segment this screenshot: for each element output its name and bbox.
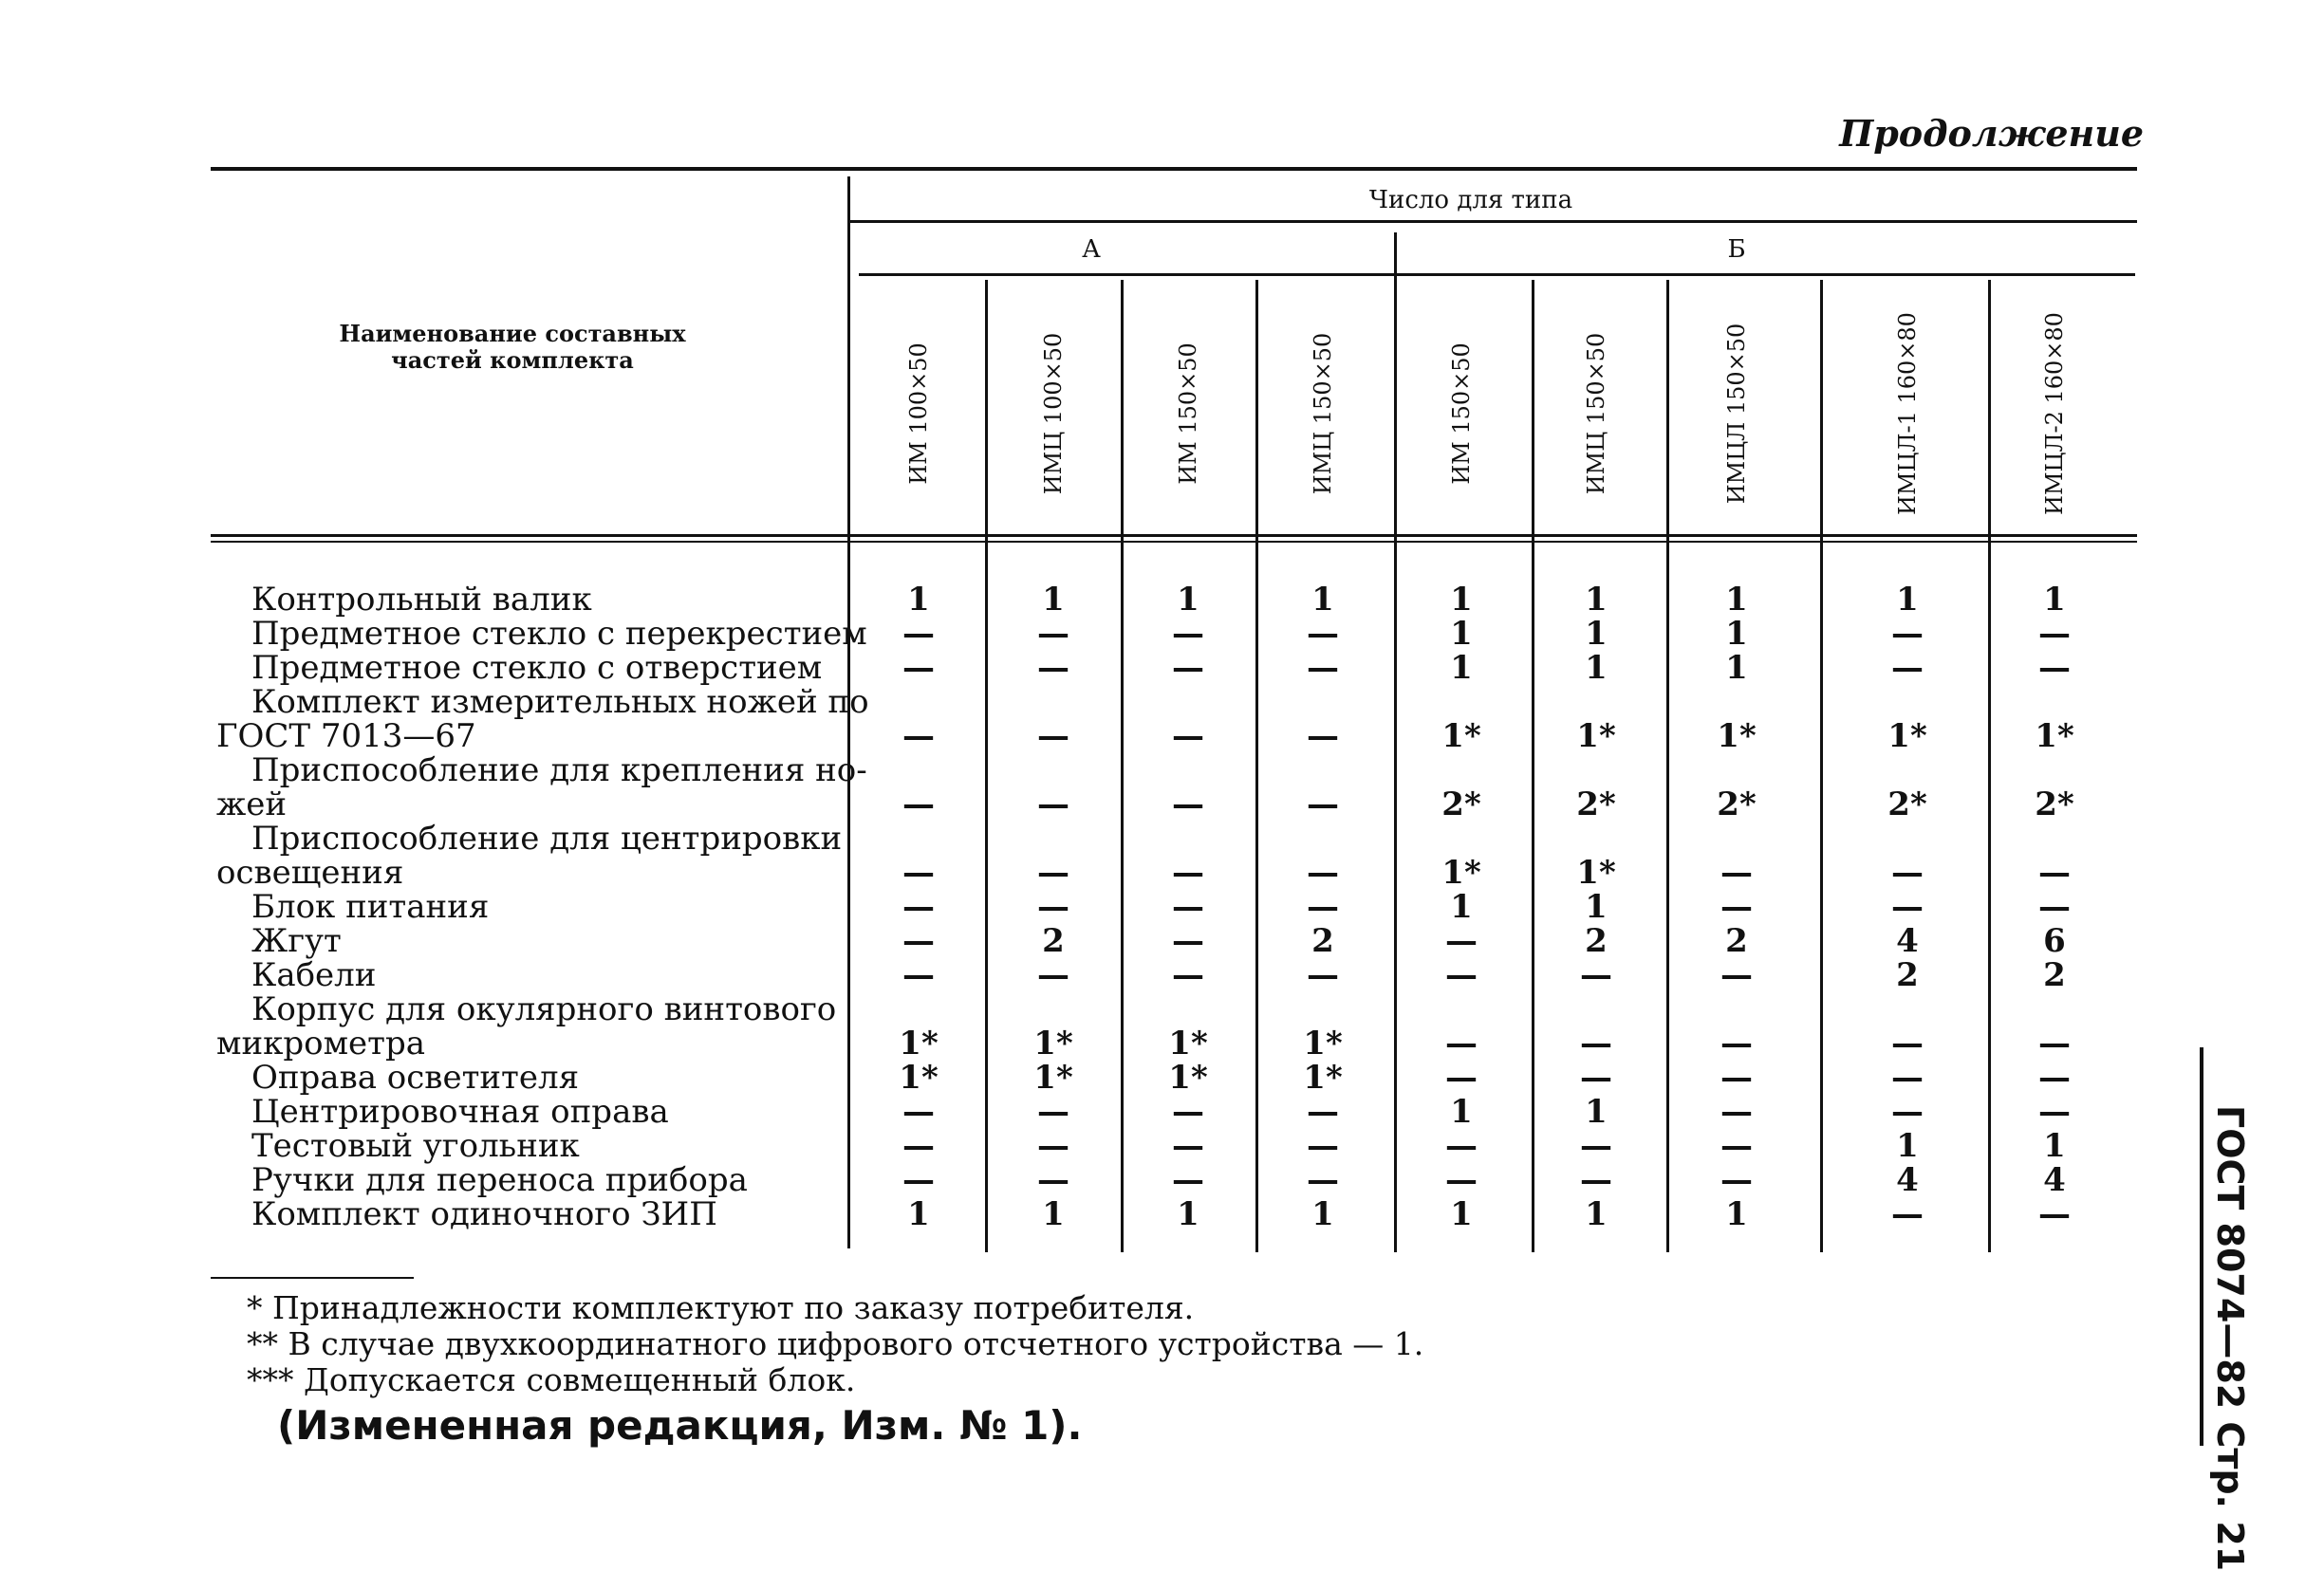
table-cell: — [902,1093,935,1131]
column-header [987,304,1120,531]
row-name-continued: освещения [216,854,404,892]
table-cell: — [902,854,935,892]
column-header-label: ИМЦ 150×50 [1583,332,1609,495]
column-header [1670,304,1803,531]
footnote-2: ** В случае двухкоординатного цифрового отсчетного устройства — 1. [247,1325,1424,1362]
row-name-continued: микрометра [216,1025,426,1063]
table-cell: — [1720,1161,1753,1199]
side-rule [2200,1047,2203,1446]
header-rule-double [211,541,2137,543]
table-cell: — [1037,888,1069,926]
table-cell: — [1037,854,1069,892]
row-name-continued: жей [216,786,288,823]
table-cell: — [1445,956,1478,994]
table-cell: — [1037,649,1069,687]
table-cell: — [1445,1059,1478,1097]
footnotes [247,1290,1423,1398]
table-cell: — [902,1161,935,1199]
table-cell: — [1445,1025,1478,1063]
table-cell: 1 [1450,615,1473,653]
row-name: Предметное стекло с отверстием [251,649,823,687]
table-cell: 1* [1303,1059,1343,1097]
group-a-label: А [1082,235,1101,264]
table-cell: 1 [1450,1093,1473,1131]
table-cell: 1 [1725,581,1748,619]
group-b-label: Б [1727,235,1746,264]
table-cell: — [902,649,935,687]
table-cell: — [1891,854,1924,892]
table-cell: — [1307,1161,1339,1199]
table-cell: — [1891,1195,1924,1233]
table-cell: 1 [1450,649,1473,687]
table-cell: — [1307,786,1339,823]
table-cell: — [1720,956,1753,994]
table-cell: — [2038,649,2071,687]
table-cell: 1* [899,1059,939,1097]
table-cell: 2 [1725,922,1748,960]
table-cell: — [1891,888,1924,926]
table-cell: 1 [1311,1195,1334,1233]
table-cell: 1* [1168,1059,1208,1097]
group-title: Число для типа [1368,186,1573,214]
table-cell: — [1720,888,1753,926]
table-top-rule [211,167,2137,171]
row-name: Кабели [251,956,377,994]
table-cell: 1 [1896,1127,1919,1165]
table-cell: — [1580,1161,1612,1199]
column-header [1122,304,1255,531]
table-cell: 1* [1033,1059,1073,1097]
table-cell: — [1037,1161,1069,1199]
row-name: Корпус для окулярного винтового [251,990,837,1028]
table-cell: — [1037,615,1069,653]
column-header [1256,304,1389,531]
table-cell: — [2038,1025,2071,1063]
table-cell: 1 [1585,649,1608,687]
table-cell: — [2038,888,2071,926]
table-cell: — [902,1127,935,1165]
table-cell: 1 [1042,581,1065,619]
table-cell: — [1720,1127,1753,1165]
row-name-continued: ГОСТ 7013—67 [216,717,476,755]
footnote-1: * Принадлежности комплектуют по заказу потребителя. [247,1289,1195,1326]
table-cell: — [1307,1093,1339,1131]
table-cell: 2* [1887,786,1927,823]
table-cell: — [1172,1161,1204,1199]
table-cell: — [1891,1093,1924,1131]
row-name: Жгут [251,922,342,960]
table-cell: 2* [1441,786,1481,823]
table-cell: — [2038,615,2071,653]
table-cell: — [902,888,935,926]
table-cell: 1* [1441,717,1481,755]
table-cell: — [1172,1127,1204,1165]
table-cell: 1 [1896,581,1919,619]
table-cell: — [902,956,935,994]
table-cell: — [1172,956,1204,994]
table-cell: 2* [1576,786,1616,823]
table-cell: — [2038,854,2071,892]
table-cell: — [2038,1195,2071,1233]
table-cell: 2 [2043,956,2066,994]
table-cell: 4 [2043,1161,2066,1199]
table-cell: 1 [1450,1195,1473,1233]
row-name: Комплект измерительных ножей по [251,683,869,721]
column-header-label: ИМ 100×50 [905,342,932,485]
row-name: Предметное стекло с перекрестием [251,615,867,653]
table-cell: 1 [1585,581,1608,619]
row-name: Комплект одиночного ЗИП [251,1195,717,1233]
table-cell: — [1172,615,1204,653]
continuation-label: Продолжение [1839,112,2144,155]
table-cell: 4 [1896,1161,1919,1199]
table-cell: — [1891,649,1924,687]
column-header-label: ИМЦЛ-1 160×80 [1894,312,1921,515]
table-cell: — [1720,854,1753,892]
table-cell: — [902,922,935,960]
table-cell: 1 [907,1195,930,1233]
table-cell: 1 [1585,888,1608,926]
table-cell: — [1580,1127,1612,1165]
table-cell: — [2038,1059,2071,1097]
column-divider [1666,280,1669,1252]
table-cell: — [1307,1127,1339,1165]
table-cell: 2 [1311,922,1334,960]
table-cell: — [1720,1059,1753,1097]
table-cell: 1* [899,1025,939,1063]
table-cell: 1* [2035,717,2074,755]
table-cell: — [1307,615,1339,653]
footnote-rule [211,1277,414,1279]
table-cell: 2 [1585,922,1608,960]
table-cell: — [1307,717,1339,755]
column-header-label: ИМЦ 100×50 [1040,332,1067,495]
column-header [852,304,985,531]
table-cell: — [1891,1059,1924,1097]
table-cell: 1 [1450,581,1473,619]
table-cell: — [1307,854,1339,892]
table-cell: — [1580,1025,1612,1063]
row-name: Контрольный валик [251,581,592,619]
table-cell: — [1172,786,1204,823]
column-header [1395,304,1528,531]
table-cell: — [1172,649,1204,687]
table-cell: — [1445,1161,1478,1199]
table-cell: 1 [1585,1195,1608,1233]
table-cell: 1* [1717,717,1757,755]
group-ab-rule [859,273,2135,276]
table-cell: — [2038,1093,2071,1131]
table-cell: — [1172,888,1204,926]
row-name: Блок питания [251,888,490,926]
table-cell: 1 [1585,1093,1608,1131]
table-cell: 1 [1725,1195,1748,1233]
row-name: Тестовый угольник [251,1127,580,1165]
table-cell: — [1172,1093,1204,1131]
row-name: Приспособление для центрировки [251,820,843,858]
table-cell: — [1037,956,1069,994]
group-title-rule [850,220,2137,223]
table-cell: 1 [1042,1195,1065,1233]
column-header-label: ИМЦЛ 150×50 [1723,323,1750,505]
table-cell: — [1307,649,1339,687]
table-cell: 1 [1177,1195,1199,1233]
table-cell: 1* [1303,1025,1343,1063]
table-cell: 1 [1311,581,1334,619]
table-cell: 1* [1033,1025,1073,1063]
table-cell: — [902,786,935,823]
column-divider [1820,280,1823,1252]
table-cell: — [1720,1093,1753,1131]
table-cell: — [1445,1127,1478,1165]
table-cell: — [1445,922,1478,960]
table-cell: 4 [1896,922,1919,960]
table-cell: 1 [907,581,930,619]
column-header [1841,304,1974,531]
table-cell: 1* [1887,717,1927,755]
row-name: Центрировочная оправа [251,1093,669,1131]
table-cell: 2 [1896,956,1919,994]
table-cell: 1* [1441,854,1481,892]
table-cell: — [1580,956,1612,994]
header-rule [211,534,2137,537]
row-name: Оправа осветителя [251,1059,580,1097]
table-cell: — [1307,888,1339,926]
table-cell: — [1172,922,1204,960]
table-cell: 2* [1717,786,1757,823]
table-cell: 6 [2043,922,2066,960]
table-cell: — [1580,1059,1612,1097]
table-cell: — [1037,1093,1069,1131]
table-cell: 1 [1585,615,1608,653]
table-cell: — [1037,717,1069,755]
table-cell: 1 [1450,888,1473,926]
table-cell: — [1037,1127,1069,1165]
column-header-label: ИМ 150×50 [1448,342,1475,485]
column-header-label: ИМ 150×50 [1175,342,1201,485]
name-column-header: Наименование составных частей комплекта [339,320,686,374]
table-cell: 2 [1042,922,1065,960]
row-name: Приспособление для крепления но- [251,751,867,789]
table-cell: — [1172,854,1204,892]
table-cell: 1* [1168,1025,1208,1063]
table-cell: 1 [1725,649,1748,687]
column-header [1988,304,2121,531]
side-page-label: ГОСТ 8074—82 Стр. 21 [2209,1105,2251,1571]
table-cell: — [1172,717,1204,755]
column-header-label: ИМЦЛ-2 160×80 [2041,312,2068,515]
table-cell: — [902,717,935,755]
amendment-note: (Измененная редакция, Изм. № 1). [277,1402,1083,1449]
table-cell: 1 [1725,615,1748,653]
table-cell: — [902,615,935,653]
column-header [1530,304,1663,531]
table-cell: — [1891,615,1924,653]
table-cell: 1* [1576,717,1616,755]
row-name: Ручки для переноса прибора [251,1161,748,1199]
table-cell: — [1720,1025,1753,1063]
table-cell: — [1307,956,1339,994]
column-header-label: ИМЦ 150×50 [1310,332,1336,495]
table-cell: 1 [1177,581,1199,619]
table-cell: 1* [1576,854,1616,892]
table-cell: 1 [2043,581,2066,619]
table-cell: 2* [2035,786,2074,823]
table-cell: — [1037,786,1069,823]
table-cell: 1 [2043,1127,2066,1165]
table-cell: — [1891,1025,1924,1063]
footnote-3: *** Допускается совмещенный блок. [247,1361,856,1398]
